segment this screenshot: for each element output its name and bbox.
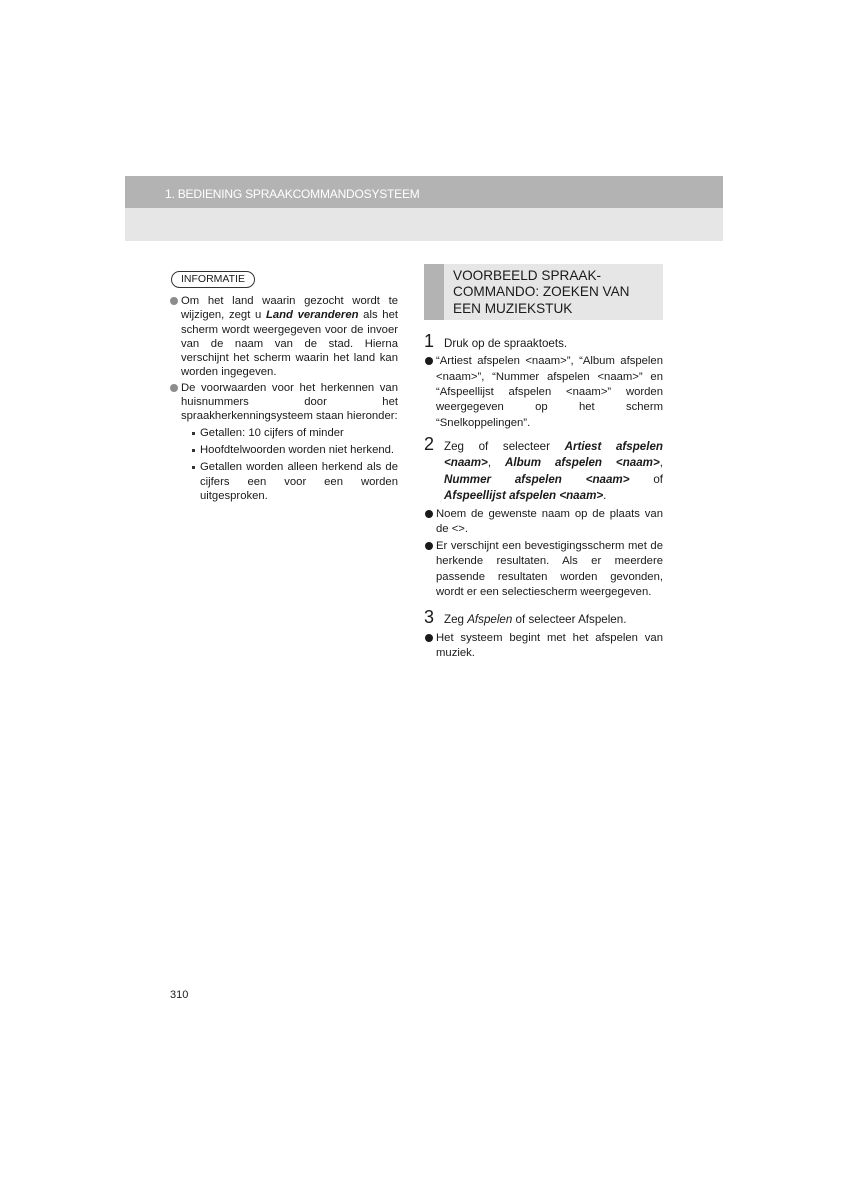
info-label: INFORMATIE [171, 271, 255, 288]
command-option: Artiest afspelen <naam> [444, 439, 664, 470]
info-item [170, 381, 398, 503]
info-item-text-after: als het scherm wordt weergegeven voor de invoer van de naam van de stad. Hierna verschijnt het scherm waarin het land kan worden ingegeven. [181, 309, 398, 379]
step-number: 3 [424, 607, 435, 628]
note-item [424, 539, 663, 600]
bullet-dot-icon [170, 297, 178, 305]
info-item-text: De voorwaarden voor het herkennen van huisnummers door het spraakherkenningsysteem staan hieronder: [181, 381, 398, 423]
info-item-emphasis: Land veranderen [265, 309, 359, 322]
square-bullet-icon [192, 432, 195, 435]
section-heading [424, 264, 663, 320]
header-band [125, 176, 723, 208]
step-text: Druk op de spraaktoets. [444, 337, 568, 350]
info-subitem [192, 426, 398, 440]
info-column [170, 269, 398, 506]
chapter-title: 1. BEDIENING SPRAAKCOMMANDOSYSTEEM [165, 187, 420, 201]
step-mid: of selecteer [512, 613, 579, 627]
step-1 [424, 330, 663, 352]
header-sub-band [125, 208, 723, 241]
info-subitem [192, 460, 398, 503]
separator: of [629, 472, 664, 486]
info-subitem-text: Hoofdtelwoorden worden niet herkend. [200, 443, 395, 456]
page-number: 310 [170, 989, 189, 1001]
step-2 [424, 433, 663, 505]
info-subitem-text: Getallen: 10 cijfers of minder [200, 426, 344, 439]
section-heading-bar [424, 264, 444, 320]
square-bullet-icon [192, 449, 195, 452]
bullet-dot-icon [425, 634, 433, 642]
command-option: Nummer afspelen <naam> [444, 472, 630, 486]
bullet-dot-icon [425, 542, 433, 550]
step-3 [424, 606, 663, 628]
step-number: 1 [424, 331, 435, 351]
info-item [170, 294, 398, 380]
note-item [424, 507, 663, 538]
bullet-dot-icon [425, 510, 433, 518]
bullet-dot-icon [425, 357, 433, 365]
info-list [170, 294, 398, 503]
section-title: VOORBEELD SPRAAK-COMMANDO: ZOEKEN VAN EEN MUZIEKSTUK [453, 268, 630, 316]
step-number: 2 [424, 433, 435, 454]
bullet-dot-icon [170, 384, 178, 392]
separator: , [659, 456, 663, 470]
note-text: Noem de gewenste naam op de plaats van de <>. [436, 507, 663, 535]
step-lead: Zeg of selecteer [444, 439, 565, 453]
info-subitem-text: Getallen worden alleen herkend als de cijfers een voor een worden uitgesproken. [200, 461, 398, 502]
step-text [444, 439, 663, 505]
step-end: . [603, 489, 607, 503]
command-button-label: Afspelen [578, 613, 624, 627]
step-text [444, 612, 663, 628]
info-item-text-before: Om het land waarin gezocht wordt te wijzigen, zegt u [181, 295, 398, 322]
note-text: Het systeem begint met het afspelen van muziek. [436, 631, 663, 659]
info-subitem [192, 443, 398, 457]
note-text: “Artiest afspelen <naam>”, “Album afspelen <naam>”, “Nummer afspelen <naam>” en “Afspeellijst afspelen <naam>” worden weergegeven op het scherm “Snelkoppelingen”. [436, 355, 663, 429]
step-end: . [623, 613, 627, 627]
command-option: Album afspelen <naam> [504, 456, 660, 470]
command-option: Afspelen [467, 613, 513, 627]
command-option: Afspeellijst afspelen <naam> [444, 489, 604, 503]
note-text: Er verschijnt een bevestigingsscherm met de herkende resultaten. Als er meerdere passende resultaten worden gevonden, wordt er een selectiescherm weergegeven. [436, 540, 663, 598]
note-item [424, 354, 663, 430]
step-lead: Zeg [444, 613, 468, 627]
info-sublist [181, 426, 398, 503]
separator: , [487, 456, 505, 470]
note-item [424, 631, 663, 662]
procedure-column [424, 264, 663, 663]
square-bullet-icon [192, 466, 195, 469]
